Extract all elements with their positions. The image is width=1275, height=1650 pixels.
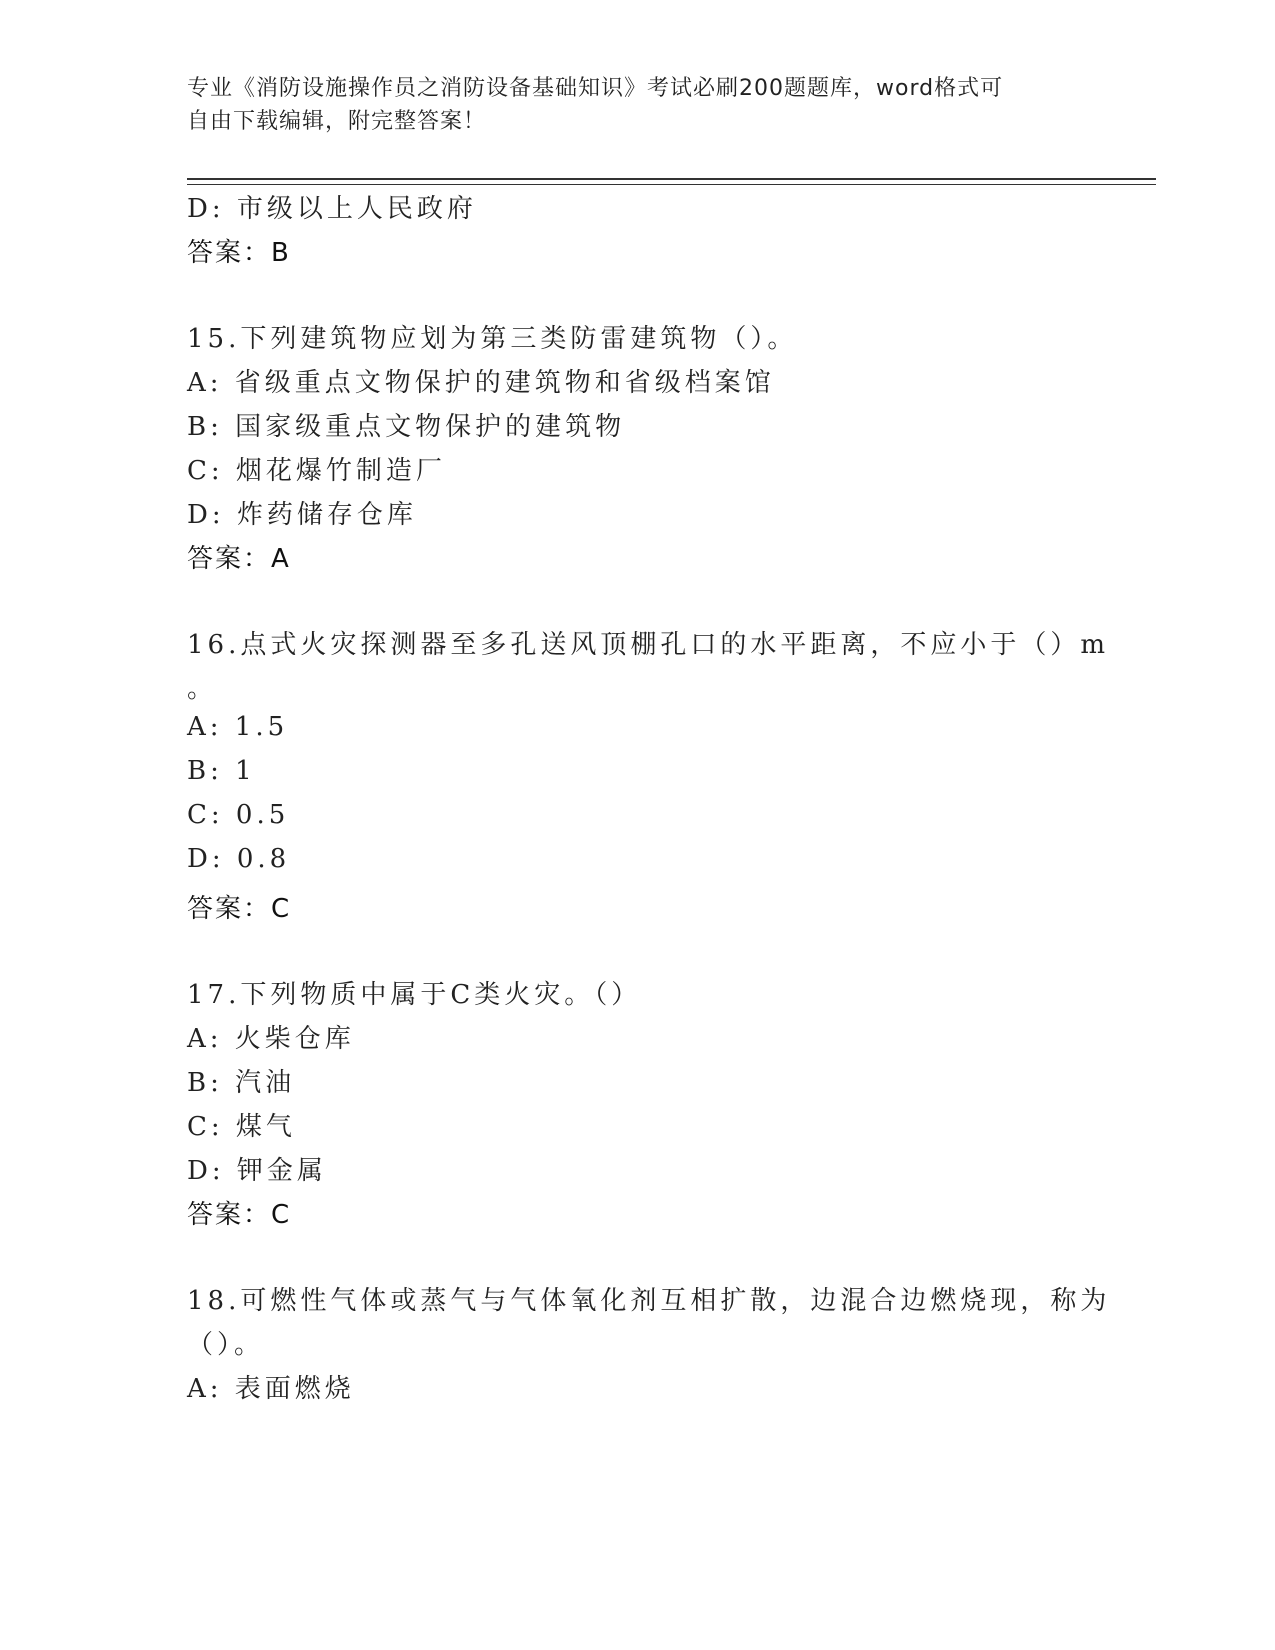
q15-option-b: B: 国家级重点文物保护的建筑物 — [187, 412, 626, 442]
q14-option-d: D: 市级以上人民政府 — [187, 194, 477, 224]
q16-option-b: B: 1 — [187, 756, 256, 786]
q17-stem: 17.下列物质中属于C类火灾。（） — [187, 980, 642, 1010]
q14-answer: 答案：B — [187, 238, 291, 268]
q17-answer: 答案：C — [187, 1200, 292, 1230]
q17-option-c: C: 煤气 — [187, 1112, 296, 1142]
q15-stem: 15.下列建筑物应划为第三类防雷建筑物（）。 — [187, 324, 798, 354]
document-header — [187, 72, 1087, 138]
q16-stem: 16.点式火灾探测器至多孔送风顶棚孔口的水平距离，不应小于（）m — [187, 630, 1110, 660]
q16-answer: 答案：C — [187, 894, 292, 924]
q18-option-a: A: 表面燃烧 — [187, 1374, 355, 1404]
q16-option-a: A: 1.5 — [187, 712, 289, 742]
q18-stem: 18.可燃性气体或蒸气与气体氧化剂互相扩散，边混合边燃烧现，称为 — [187, 1286, 1111, 1316]
header-divider-thin — [187, 184, 1156, 185]
q15-option-a: A: 省级重点文物保护的建筑物和省级档案馆 — [187, 368, 775, 398]
header-title-line-2: 自由下载编辑，附完整答案！ — [187, 109, 487, 134]
q17-option-d: D: 钾金属 — [187, 1156, 327, 1186]
q17-option-a: A: 火柴仓库 — [187, 1024, 355, 1054]
q16-stem-continuation: 。 — [187, 674, 218, 704]
header-title-line-1: 专业《消防设施操作员之消防设备基础知识》考试必刷200题题库，word格式可 — [187, 76, 1004, 101]
q17-option-b: B: 汽油 — [187, 1068, 296, 1098]
q15-option-d: D: 炸药储存仓库 — [187, 500, 417, 530]
q16-option-d: D: 0.8 — [187, 844, 291, 874]
header-divider-thick — [187, 178, 1156, 180]
q15-answer: 答案：A — [187, 544, 291, 574]
q15-option-c: C: 烟花爆竹制造厂 — [187, 456, 446, 486]
q16-option-c: C: 0.5 — [187, 800, 290, 830]
q18-stem-continuation: （）。 — [187, 1330, 265, 1360]
